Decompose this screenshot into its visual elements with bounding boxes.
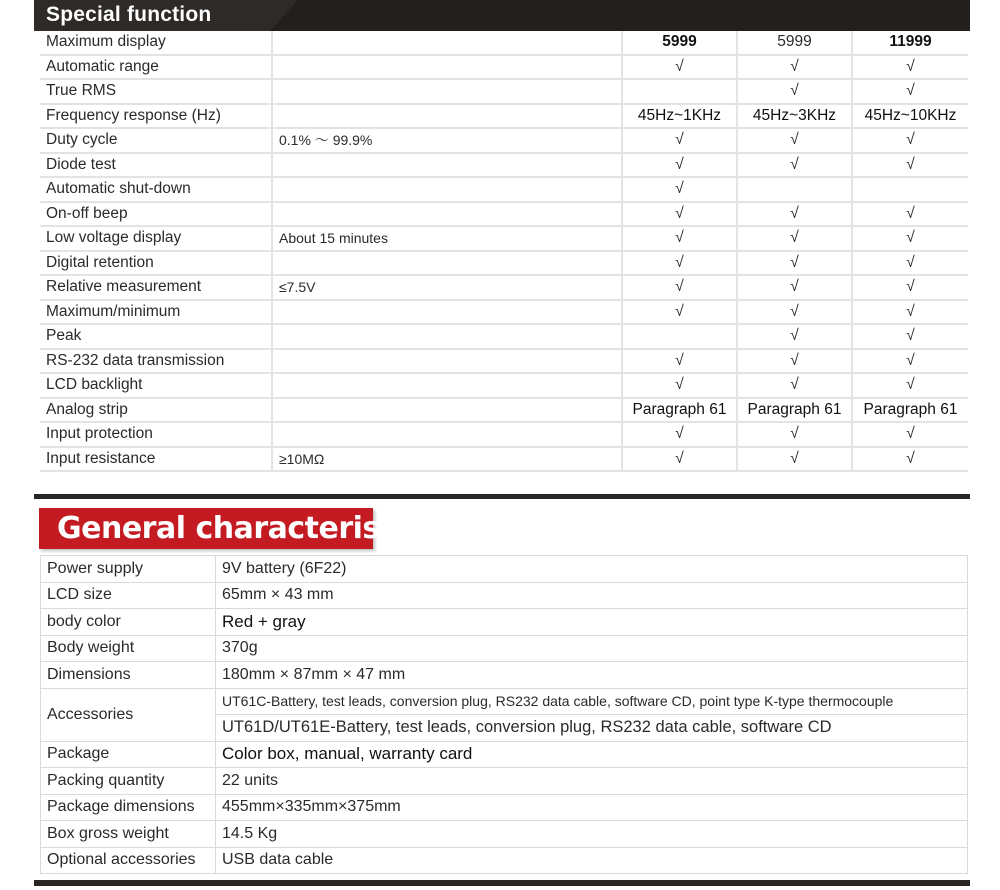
model-1-value: 45Hz~1KHz — [622, 104, 737, 129]
table-row — [40, 226, 968, 251]
feature-note — [272, 251, 622, 276]
feature-note — [272, 422, 622, 447]
row-value: 180mm × 87mm × 47 mm — [216, 662, 968, 689]
model-3-value: √ — [852, 128, 968, 153]
feature-label: Low voltage display — [40, 226, 272, 251]
table-row — [40, 300, 968, 325]
model-2-value: √ — [737, 55, 852, 80]
row-value: 370g — [216, 635, 968, 662]
special-function-title: Special function — [46, 3, 212, 26]
feature-note — [272, 177, 622, 202]
row-key: Package — [41, 741, 216, 768]
feature-label: Automatic range — [40, 55, 272, 80]
feature-label: Maximum/minimum — [40, 300, 272, 325]
row-key: Accessories — [41, 688, 216, 741]
model-3-value: √ — [852, 153, 968, 178]
table-row — [40, 251, 968, 276]
table-row — [41, 609, 968, 636]
feature-note: ≥10MΩ — [272, 447, 622, 472]
feature-note — [272, 349, 622, 374]
model-2-value: √ — [737, 251, 852, 276]
model-1-value: √ — [622, 153, 737, 178]
model-2-value: √ — [737, 422, 852, 447]
model-2-value: Paragraph 61 — [737, 398, 852, 423]
table-row — [41, 794, 968, 821]
row-key: Dimensions — [41, 662, 216, 689]
table-row — [40, 177, 968, 202]
general-characteristics-table — [40, 555, 968, 874]
row-key: Package dimensions — [41, 794, 216, 821]
table-row — [41, 847, 968, 874]
model-1-value: √ — [622, 202, 737, 227]
table-row — [41, 635, 968, 662]
feature-label: Maximum display — [40, 31, 272, 55]
table-row — [41, 662, 968, 689]
feature-note — [272, 202, 622, 227]
model-2-value — [737, 177, 852, 202]
row-value: Red + gray — [216, 609, 968, 636]
model-3-value: √ — [852, 251, 968, 276]
special-function-table — [40, 31, 968, 472]
model-1-value: Paragraph 61 — [622, 398, 737, 423]
model-1-value — [622, 79, 737, 104]
row-key: Box gross weight — [41, 821, 216, 848]
model-3-value: √ — [852, 300, 968, 325]
row-value: UT61D/UT61E-Battery, test leads, conversion plug, RS232 data cable, software CD — [216, 714, 968, 741]
model-3-value: √ — [852, 55, 968, 80]
row-value: 9V battery (6F22) — [216, 556, 968, 583]
model-2-value: √ — [737, 153, 852, 178]
table-row — [40, 275, 968, 300]
row-value: UT61C-Battery, test leads, conversion plug, RS232 data cable, software CD, point type K-type thermocouple — [216, 688, 968, 714]
row-key: Body weight — [41, 635, 216, 662]
row-key: Packing quantity — [41, 768, 216, 795]
table-row — [40, 79, 968, 104]
model-2-value: √ — [737, 300, 852, 325]
row-key: LCD size — [41, 582, 216, 609]
feature-label: Automatic shut-down — [40, 177, 272, 202]
table-row — [40, 128, 968, 153]
feature-label: On-off beep — [40, 202, 272, 227]
table-row — [40, 324, 968, 349]
model-3-value: √ — [852, 79, 968, 104]
model-1-value: √ — [622, 422, 737, 447]
table-row — [40, 398, 968, 423]
feature-label: Diode test — [40, 153, 272, 178]
special-function-tab-notch — [270, 0, 298, 31]
feature-note: ≤7.5V — [272, 275, 622, 300]
feature-label: Digital retention — [40, 251, 272, 276]
feature-label: Input resistance — [40, 447, 272, 472]
feature-note — [272, 104, 622, 129]
model-2-value: √ — [737, 275, 852, 300]
feature-note — [272, 153, 622, 178]
model-1-value: √ — [622, 128, 737, 153]
table-row — [41, 582, 968, 609]
feature-note: 0.1% ～ 99.9% — [272, 128, 622, 153]
model-1-value: √ — [622, 177, 737, 202]
model-3-value: 45Hz~10KHz — [852, 104, 968, 129]
feature-label: Input protection — [40, 422, 272, 447]
model-2-value: √ — [737, 324, 852, 349]
row-key: body color — [41, 609, 216, 636]
table-row — [40, 373, 968, 398]
model-1-value: √ — [622, 251, 737, 276]
feature-label: Duty cycle — [40, 128, 272, 153]
model-1-value — [622, 324, 737, 349]
model-3-value: √ — [852, 447, 968, 472]
row-value: 14.5 Kg — [216, 821, 968, 848]
model-1-value: √ — [622, 300, 737, 325]
feature-label: Frequency response (Hz) — [40, 104, 272, 129]
model-2-value: √ — [737, 202, 852, 227]
model-1-value: √ — [622, 373, 737, 398]
row-value: 65mm × 43 mm — [216, 582, 968, 609]
feature-note — [272, 398, 622, 423]
table-row — [41, 768, 968, 795]
row-key: Optional accessories — [41, 847, 216, 874]
row-value: USB data cable — [216, 847, 968, 874]
table-row — [40, 349, 968, 374]
model-3-value: √ — [852, 422, 968, 447]
row-key: Power supply — [41, 556, 216, 583]
feature-label: Analog strip — [40, 398, 272, 423]
table-row — [40, 31, 968, 55]
table-row — [41, 688, 968, 714]
row-value: 22 units — [216, 768, 968, 795]
feature-note — [272, 55, 622, 80]
model-3-value: 11999 — [852, 31, 968, 55]
table-row — [41, 821, 968, 848]
table-row — [40, 153, 968, 178]
model-2-value: √ — [737, 79, 852, 104]
model-1-value: √ — [622, 226, 737, 251]
model-1-value: √ — [622, 275, 737, 300]
feature-note — [272, 324, 622, 349]
model-3-value: √ — [852, 349, 968, 374]
feature-label: True RMS — [40, 79, 272, 104]
feature-note: About 15 minutes — [272, 226, 622, 251]
model-1-value: √ — [622, 349, 737, 374]
table-row — [40, 104, 968, 129]
table-row — [40, 55, 968, 80]
table-row — [41, 556, 968, 583]
feature-label: RS-232 data transmission — [40, 349, 272, 374]
model-1-value: 5999 — [622, 31, 737, 55]
model-3-value: √ — [852, 226, 968, 251]
model-2-value: √ — [737, 226, 852, 251]
table-row — [41, 741, 968, 768]
general-characteristics-title: General characteristics — [57, 511, 439, 546]
model-3-value: √ — [852, 373, 968, 398]
model-3-value: √ — [852, 275, 968, 300]
model-3-value: √ — [852, 324, 968, 349]
row-value: 455mm×335mm×375mm — [216, 794, 968, 821]
feature-label: Relative measurement — [40, 275, 272, 300]
special-function-bottom-rule — [34, 494, 970, 499]
feature-label: Peak — [40, 324, 272, 349]
model-3-value: Paragraph 61 — [852, 398, 968, 423]
model-2-value: √ — [737, 373, 852, 398]
feature-note — [272, 373, 622, 398]
general-bottom-rule — [34, 880, 970, 886]
feature-note — [272, 79, 622, 104]
table-row — [40, 422, 968, 447]
model-1-value: √ — [622, 447, 737, 472]
table-row — [40, 447, 968, 472]
model-2-value: √ — [737, 447, 852, 472]
model-2-value: 5999 — [737, 31, 852, 55]
model-1-value: √ — [622, 55, 737, 80]
feature-note — [272, 300, 622, 325]
row-value: Color box, manual, warranty card — [216, 741, 968, 768]
model-3-value: √ — [852, 202, 968, 227]
model-2-value: √ — [737, 349, 852, 374]
feature-label: LCD backlight — [40, 373, 272, 398]
model-3-value — [852, 177, 968, 202]
feature-note — [272, 31, 622, 55]
special-function-header-bar — [34, 0, 970, 31]
table-row — [40, 202, 968, 227]
model-2-value: √ — [737, 128, 852, 153]
model-2-value: 45Hz~3KHz — [737, 104, 852, 129]
